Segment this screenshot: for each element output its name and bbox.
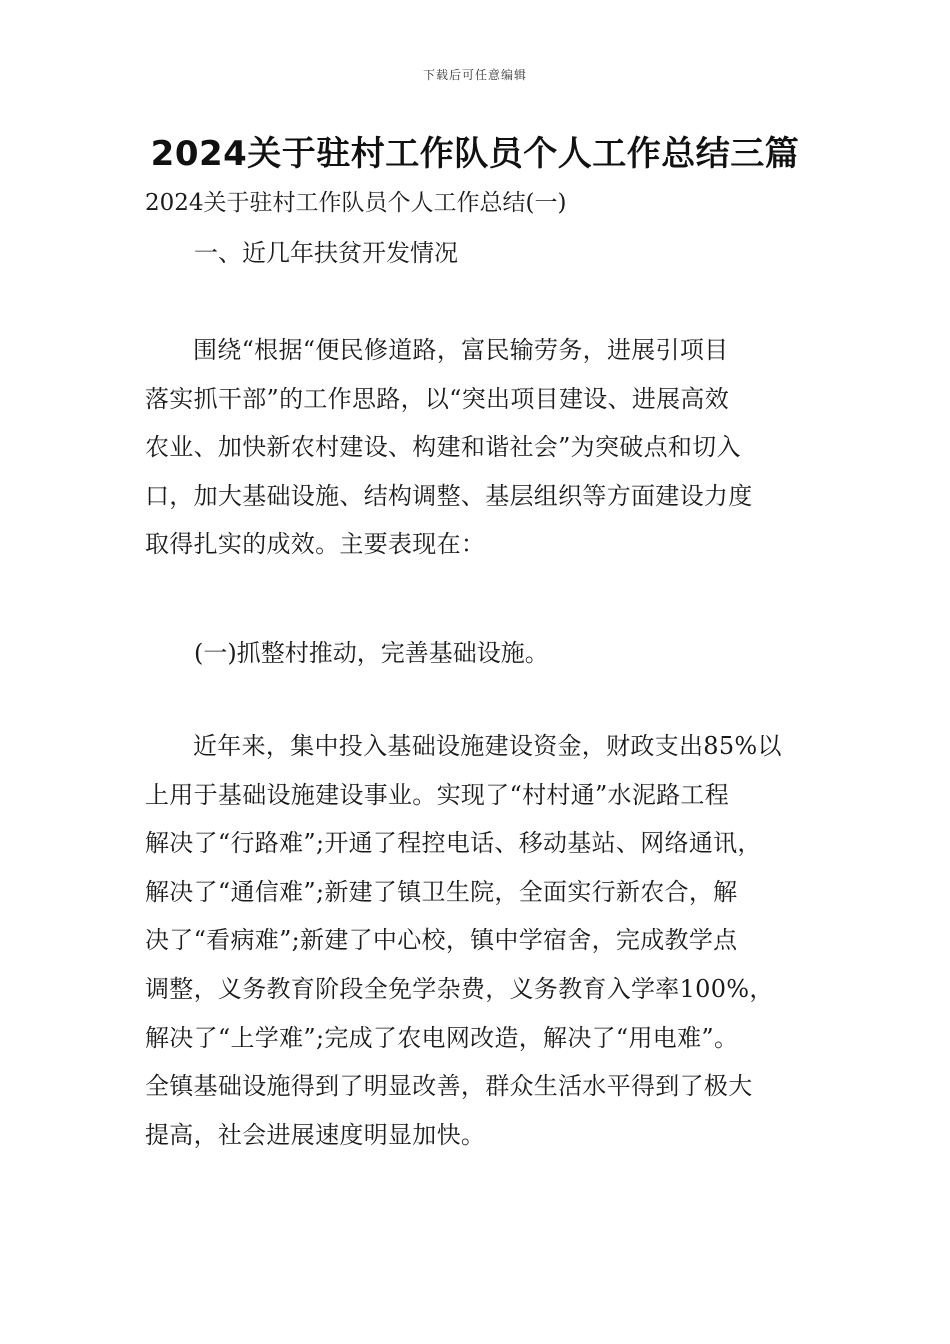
paragraph-line: 上用于基础设施建设事业。实现了“村村通”水泥路工程 bbox=[145, 780, 730, 809]
document-subtitle: 2024关于驻村工作队员个人工作总结(一) bbox=[145, 190, 567, 216]
paragraph-line: 调整，义务教育阶段全免学杂费，义务教育入学率100%， bbox=[145, 974, 774, 1003]
paragraph-line: 取得扎实的成效。主要表现在： bbox=[145, 530, 486, 559]
header-note: 下载后可任意编辑 bbox=[422, 68, 527, 82]
section-heading: 一、近几年扶贫开发情况 bbox=[194, 239, 458, 267]
paragraph-line: 解决了“上学难”;完成了农电网改造，解决了“用电难”。 bbox=[145, 1023, 739, 1052]
paragraph-line: 解决了“行路难”;开通了程控电话、移动基站、网络通讯， bbox=[145, 829, 762, 858]
paragraph-line: 农业、加快新农村建设、构建和谐社会”为突破点和切入 bbox=[145, 433, 741, 462]
paragraph-line: 落实抓干部”的工作思路，以“突出项目建设、进展高效 bbox=[145, 384, 730, 413]
paragraph-line: 口，加大基础设施、结构调整、基层组织等方面建设力度 bbox=[145, 481, 753, 510]
paragraph-line: 解决了“通信难”;新建了镇卫生院，全面实行新农合，解 bbox=[145, 877, 738, 906]
paragraph-1 bbox=[145, 326, 815, 569]
document-title: 2024关于驻村工作队员个人工作总结三篇 bbox=[150, 134, 800, 174]
paragraph-line: 全镇基础设施得到了明显改善，群众生活水平得到了极大 bbox=[145, 1072, 753, 1101]
paragraph-2 bbox=[145, 722, 815, 1159]
paragraph-line: 围绕“根据“便民修道路，富民输劳务，进展引项目 bbox=[193, 336, 729, 364]
paragraph-line: 近年来，集中投入基础设施建设资金，财政支出85%以 bbox=[193, 732, 782, 760]
sub-heading: (一)抓整村推动，完善基础设施。 bbox=[194, 639, 549, 667]
paragraph-line: 提高，社会进展速度明显加快。 bbox=[145, 1120, 486, 1149]
paragraph-line: 决了“看病难”;新建了中心校，镇中学宿舍，完成教学点 bbox=[145, 926, 738, 955]
